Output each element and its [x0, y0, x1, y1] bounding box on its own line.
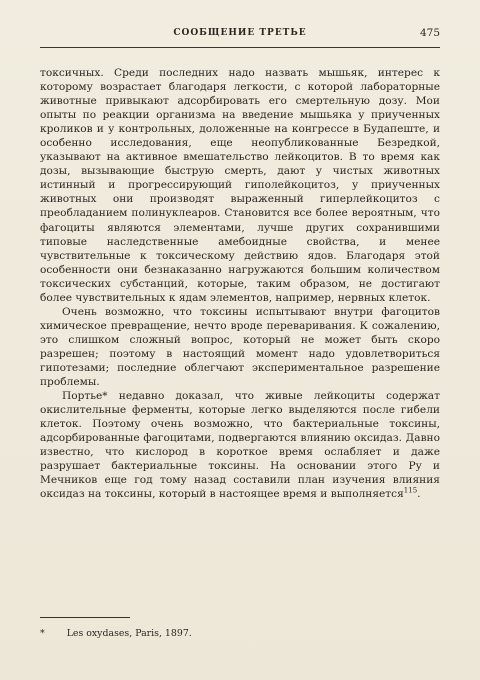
- running-head: [40, 27, 440, 41]
- paragraph-text: Портье* недавно доказал, что живые лейкоциты содержат окислительные ферменты, которые легко выделяются после гибели клеток. Поэтому очень возможно, что бактериальные токсины, адсорбированные фагоцитами, подвергаются влиянию оксидаз. Давно известно, что кислород в короткое время ослабляет и даже разрушает бактериальные токсины. На основании этого Ру и Мечников еще год тому назад составили план изучения влияния оксидаз на токсины, который в настоящее время и выполняется: [40, 390, 440, 501]
- header-rule: [40, 47, 440, 48]
- paragraph: [40, 66, 440, 305]
- paragraph: [40, 305, 440, 389]
- footnote-rule: [40, 617, 130, 618]
- paragraph-text: токсичных. Среди последних надо назвать мышьяк, интерес к которому возрастает благодаря легкости, с которой лабораторные животные привыкают адсорбировать его смертельную дозу. Мои опыты по реакции организма на введение мышьяка у приученных кроликов и у контрольных, доложенные на конгрессе в Будапеште, и особенно исследования, еще неопубликованные Безредкой, указывают на активное вмешательство лейкоцитов. В то время как дозы, вызывающие быструю смерть, дают у чистых животных истинный и прогрессирующий гиполейкоцитоз, у приученных животных они производят выраженный гиперлейкоцитоз с преобладанием полинуклеаров. Становится все более вероятным, что фагоциты являются элементами, лучше других сохранившими типовые наследственные амебоидные свойства, и менее чувствительные к токсическому действию ядов. Благодаря этой особенности они безнаказанно нагружаются большим количеством токсических субстанций, которые, таким образом, не достигают более чувствительных к ядам элементов, например, нервных клеток.: [40, 67, 440, 304]
- body-text: [40, 66, 440, 501]
- footnote: [40, 628, 440, 640]
- page-number: 475: [419, 27, 440, 39]
- reference-superscript: 115: [403, 486, 418, 495]
- running-title: СООБЩЕНИЕ ТРЕТЬЕ: [173, 28, 307, 38]
- paragraph-text: .: [417, 488, 421, 501]
- paragraph-text: Очень возможно, что токсины испытывают внутри фагоцитов химическое превращение, нечто вроде переваривания. К сожалению, это слишком сложный вопрос, который не может быть скоро разрешен; поэтому в настоящий момент надо удовлетвориться гипотезами; последние облегчают экспериментальное разрешение проблемы.: [40, 305, 440, 389]
- footnote-marker: *: [40, 628, 45, 639]
- paragraph: [40, 389, 440, 501]
- footnote-text: Les oxydases, Paris, 1897.: [66, 628, 192, 639]
